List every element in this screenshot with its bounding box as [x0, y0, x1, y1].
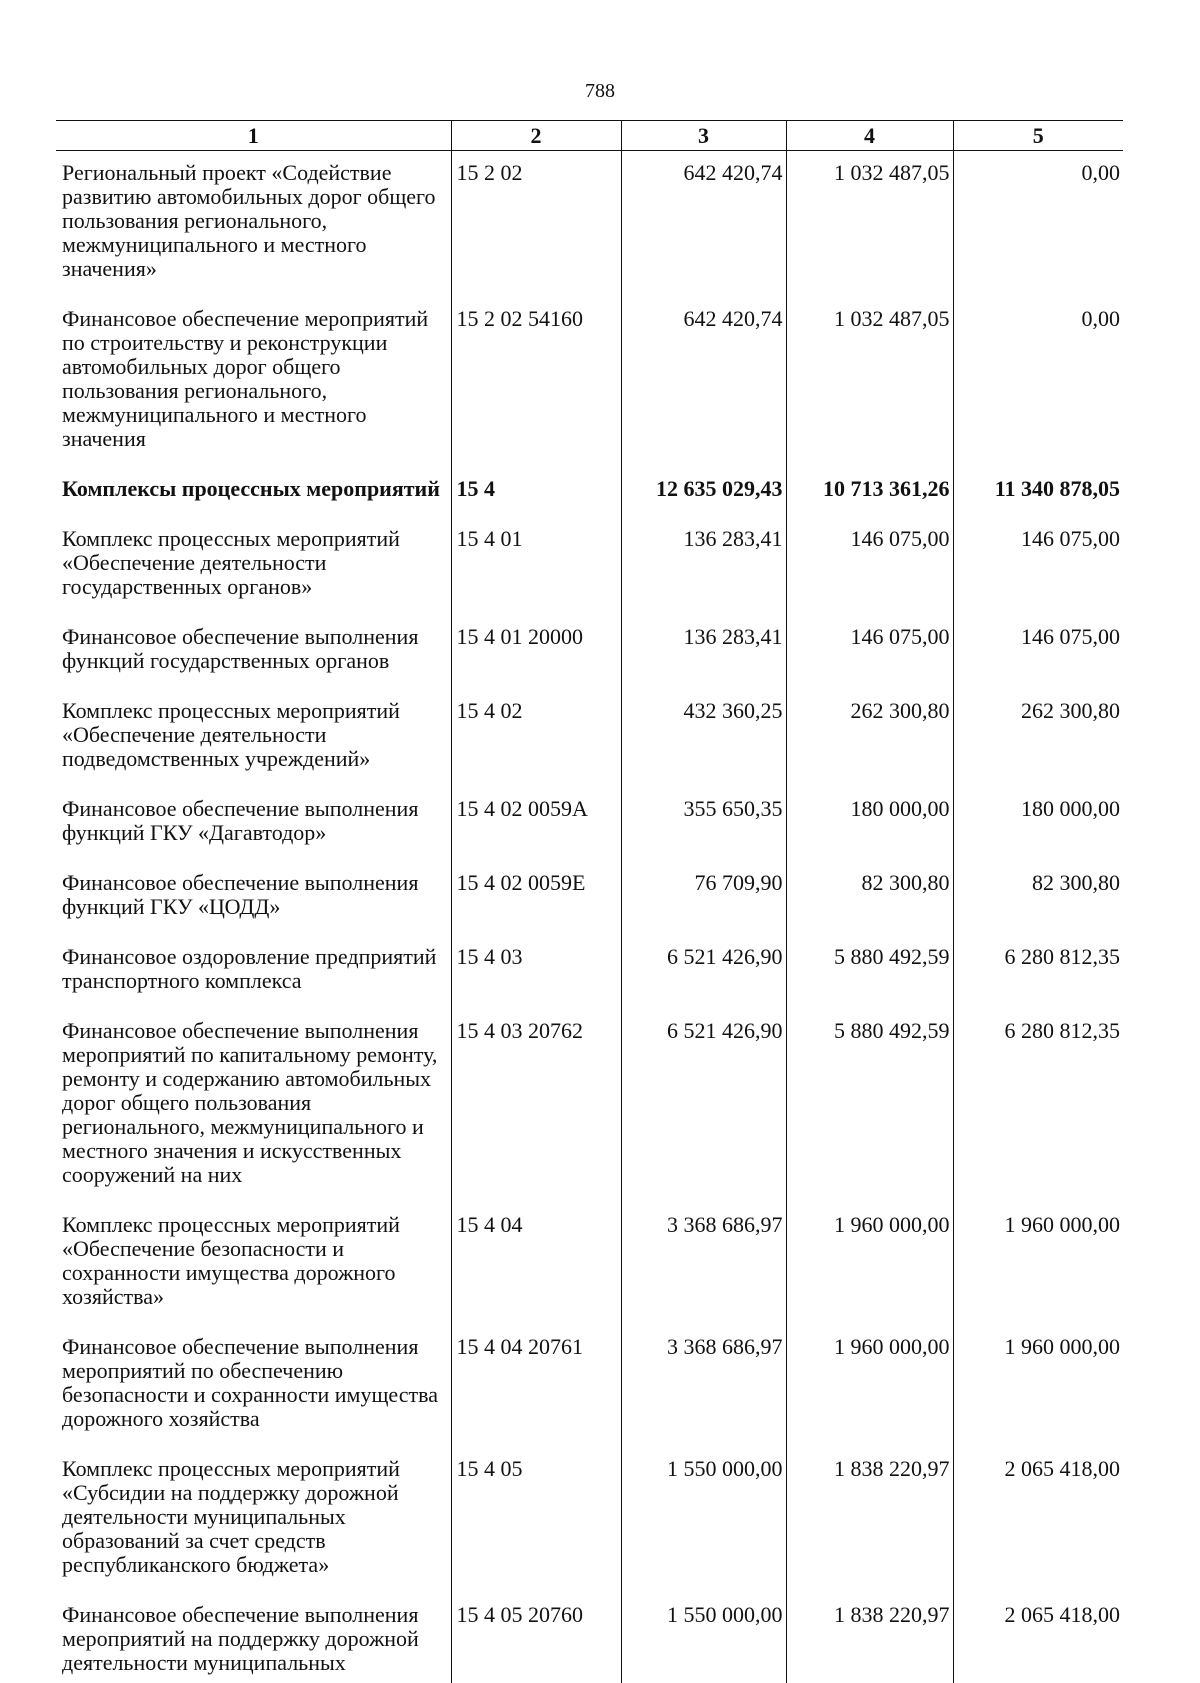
row-value-3-cell: 642 420,74	[621, 151, 786, 300]
row-code-cell: 15 4 02 0059Е	[451, 863, 621, 937]
row-code-cell: 15 4	[451, 469, 621, 519]
row-value-3-cell: 1 550 000,00	[621, 1449, 786, 1595]
column-header-3: 3	[621, 121, 786, 151]
table-row	[56, 469, 1123, 519]
table-row	[56, 1205, 1123, 1327]
row-value-4-cell: 146 075,00	[786, 617, 953, 691]
row-name-cell: Финансовое обеспечение выполнения мероприятий по обеспечению безопасности и сохранности имущества дорожного хозяйства	[62, 1334, 438, 1431]
table-row	[56, 1011, 1123, 1205]
row-name-cell: Комплекс процессных мероприятий «Субсидии на поддержку дорожной деятельности муниципальных образований за счет средств республиканского бюджета»	[62, 1456, 400, 1577]
row-name-cell: Финансовое обеспечение выполнения функций ГКУ «ЦОДД»	[62, 870, 419, 919]
row-value-3-cell: 12 635 029,43	[621, 469, 786, 519]
page-number: 788	[585, 80, 615, 102]
budget-table	[56, 120, 1123, 1683]
row-value-4-cell: 5 880 492,59	[786, 937, 953, 1011]
row-value-5-cell: 6 280 812,35	[953, 937, 1123, 1011]
column-header-2: 2	[451, 121, 621, 151]
table-row	[56, 789, 1123, 863]
table-header-row	[56, 121, 1123, 151]
row-code-cell: 15 4 05	[451, 1449, 621, 1595]
table-row	[56, 617, 1123, 691]
row-name-cell: Комплекс процессных мероприятий «Обеспечение безопасности и сохранности имущества дорожного хозяйства»	[62, 1212, 400, 1309]
row-value-4-cell: 82 300,80	[786, 863, 953, 937]
row-value-4-cell: 180 000,00	[786, 789, 953, 863]
table-row	[56, 151, 1123, 300]
row-value-4-cell: 5 880 492,59	[786, 1011, 953, 1205]
row-value-4-cell: 1 838 220,97	[786, 1595, 953, 1683]
row-value-5-cell: 1 960 000,00	[953, 1327, 1123, 1449]
row-value-3-cell: 432 360,25	[621, 691, 786, 789]
row-value-3-cell: 1 550 000,00	[621, 1595, 786, 1683]
row-value-5-cell: 146 075,00	[953, 519, 1123, 617]
column-header-4: 4	[786, 121, 953, 151]
table-row	[56, 863, 1123, 937]
row-value-5-cell: 82 300,80	[953, 863, 1123, 937]
row-code-cell: 15 4 04	[451, 1205, 621, 1327]
row-value-5-cell: 2 065 418,00	[953, 1595, 1123, 1683]
row-value-3-cell: 642 420,74	[621, 299, 786, 469]
row-code-cell: 15 4 02 0059А	[451, 789, 621, 863]
row-value-5-cell: 0,00	[953, 151, 1123, 300]
row-name-cell: Финансовое оздоровление предприятий транспортного комплекса	[62, 944, 437, 993]
row-value-4-cell: 1 960 000,00	[786, 1327, 953, 1449]
row-name-cell: Финансовое обеспечение выполнения мероприятий по капитальному ремонту, ремонту и содержанию автомобильных дорог общего пользования регионального, межмуниципального и местного значения и искусственных сооружений на них	[62, 1018, 438, 1187]
row-name-cell: Комплекс процессных мероприятий «Обеспечение деятельности государственных органов»	[62, 526, 400, 599]
row-value-5-cell: 2 065 418,00	[953, 1449, 1123, 1595]
row-value-3-cell: 3 368 686,97	[621, 1205, 786, 1327]
row-name-cell: Финансовое обеспечение выполнения функций государственных органов	[62, 624, 419, 673]
table-row	[56, 937, 1123, 1011]
row-value-4-cell: 1 960 000,00	[786, 1205, 953, 1327]
row-code-cell: 15 4 01	[451, 519, 621, 617]
row-value-5-cell: 180 000,00	[953, 789, 1123, 863]
row-name-cell: Комплекс процессных мероприятий «Обеспечение деятельности подведомственных учреждений»	[62, 698, 400, 771]
row-code-cell: 15 4 04 20761	[451, 1327, 621, 1449]
row-value-3-cell: 76 709,90	[621, 863, 786, 937]
row-value-5-cell: 1 960 000,00	[953, 1205, 1123, 1327]
row-value-4-cell: 1 032 487,05	[786, 151, 953, 300]
row-code-cell: 15 4 03	[451, 937, 621, 1011]
row-value-5-cell: 146 075,00	[953, 617, 1123, 691]
row-code-cell: 15 4 01 20000	[451, 617, 621, 691]
table-row	[56, 519, 1123, 617]
row-value-3-cell: 6 521 426,90	[621, 1011, 786, 1205]
row-name-cell: Финансовое обеспечение мероприятий по строительству и реконструкции автомобильных дорог общего пользования регионального, межмуниципального и местного значения	[62, 306, 429, 451]
row-code-cell: 15 4 05 20760	[451, 1595, 621, 1683]
row-value-4-cell: 1 032 487,05	[786, 299, 953, 469]
row-value-5-cell: 262 300,80	[953, 691, 1123, 789]
row-code-cell: 15 4 03 20762	[451, 1011, 621, 1205]
table-row	[56, 691, 1123, 789]
row-name-cell: Финансовое обеспечение выполнения функций ГКУ «Дагавтодор»	[62, 796, 419, 845]
row-value-3-cell: 355 650,35	[621, 789, 786, 863]
row-value-4-cell: 146 075,00	[786, 519, 953, 617]
row-value-4-cell: 262 300,80	[786, 691, 953, 789]
row-name-cell: Региональный проект «Содействие развитию автомобильных дорог общего пользования регионального, межмуниципального и местного значения»	[62, 160, 436, 281]
row-value-4-cell: 1 838 220,97	[786, 1449, 953, 1595]
row-name-cell: Финансовое обеспечение выполнения мероприятий на поддержку дорожной деятельности муниципальных	[62, 1602, 419, 1675]
row-value-3-cell: 6 521 426,90	[621, 937, 786, 1011]
table-row	[56, 299, 1123, 469]
row-value-5-cell: 6 280 812,35	[953, 1011, 1123, 1205]
table-row	[56, 1327, 1123, 1449]
row-code-cell: 15 2 02 54160	[451, 299, 621, 469]
row-value-5-cell: 11 340 878,05	[953, 469, 1123, 519]
row-value-3-cell: 136 283,41	[621, 617, 786, 691]
row-code-cell: 15 2 02	[451, 151, 621, 300]
row-value-3-cell: 3 368 686,97	[621, 1327, 786, 1449]
column-header-1: 1	[56, 121, 451, 151]
row-name-cell: Комплексы процессных мероприятий	[62, 476, 440, 501]
table-row	[56, 1595, 1123, 1683]
row-value-3-cell: 136 283,41	[621, 519, 786, 617]
row-code-cell: 15 4 02	[451, 691, 621, 789]
row-value-4-cell: 10 713 361,26	[786, 469, 953, 519]
table-row	[56, 1449, 1123, 1595]
row-value-5-cell: 0,00	[953, 299, 1123, 469]
column-header-5: 5	[953, 121, 1123, 151]
